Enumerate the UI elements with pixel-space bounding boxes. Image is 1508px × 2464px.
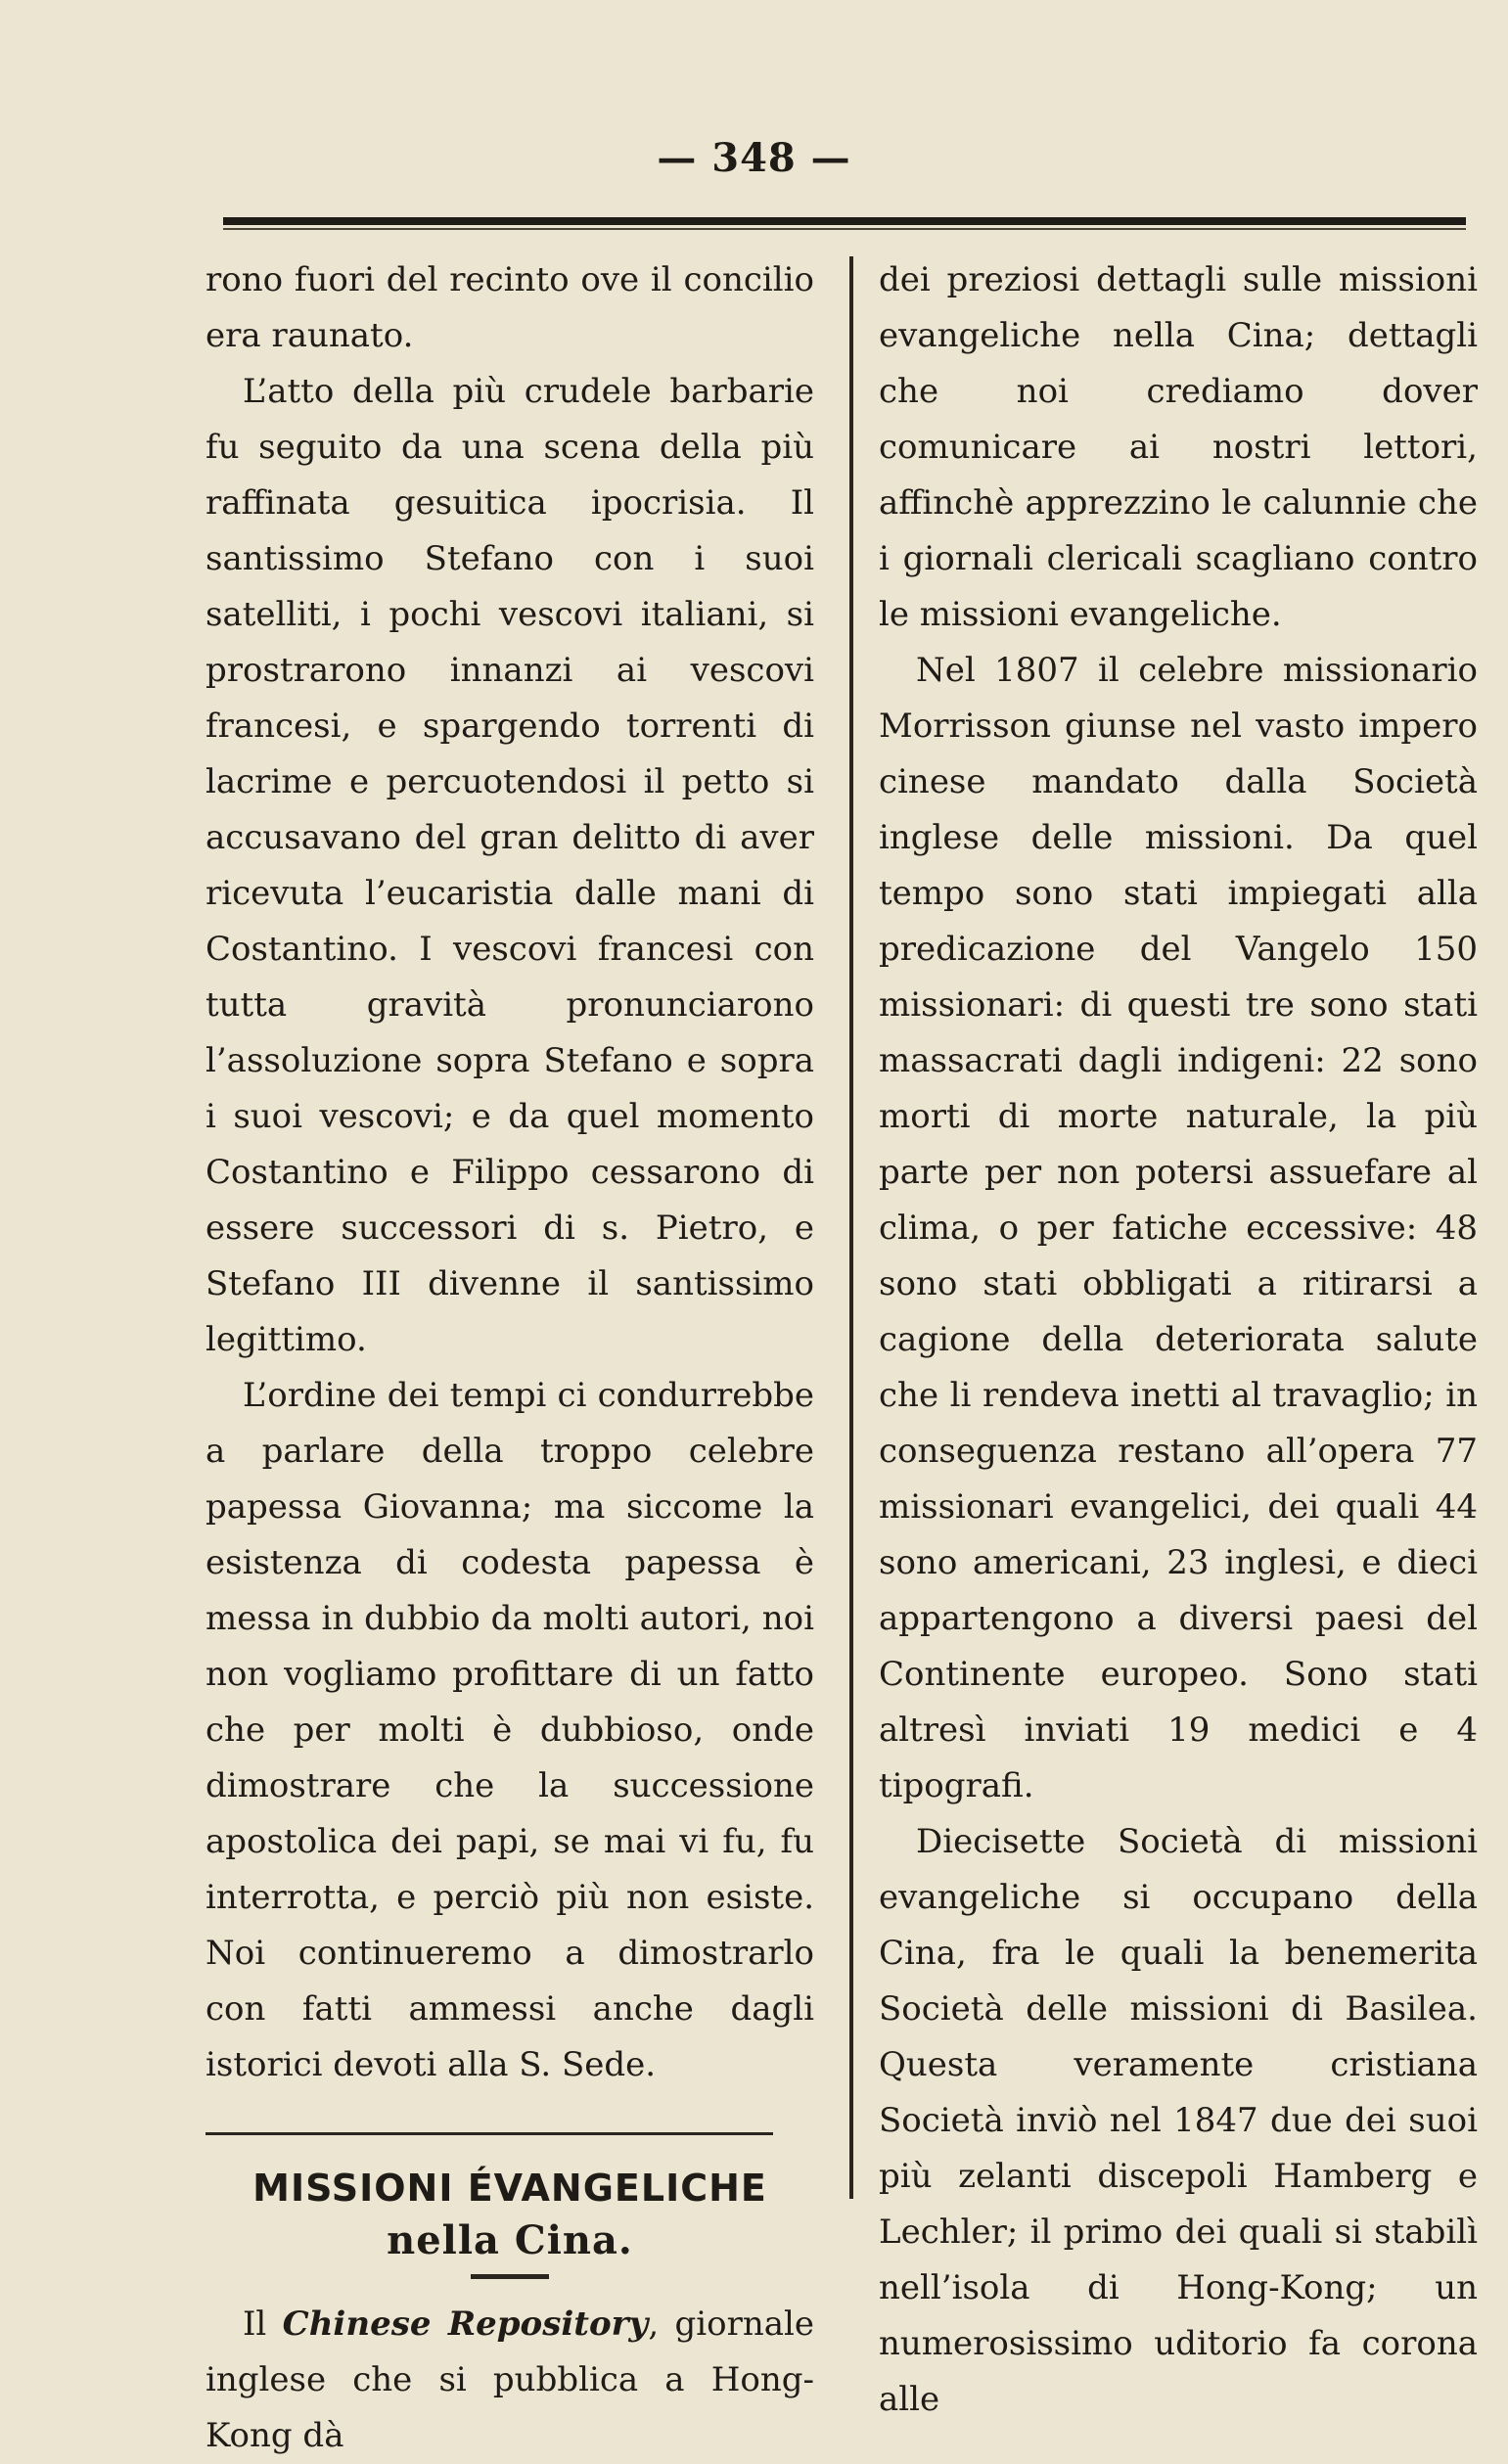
header-rule-thin: [223, 228, 1466, 230]
right-paragraph-1: dei preziosi dettagli sulle missioni evangeliche nella Cina; dettagli che noi crediamo dover comunicare ai nostri lettori, affinchè apprezzino le calunnie che i giornali clericali scagliano contro le missioni evangeliche.: [879, 260, 1478, 634]
right-paragraph-3: Diecisette Società di missioni evangeliche si occupano della Cina, fra le quali la benemerita Società delle missioni di Basilea. Questa veramente cristiana Società inviò nel 1847 due dei suoi più zelanti discepoli Hamberg e Lechler; il primo dei quali si stabilì nell’isola di Hong-Kong; un numerosissimo uditorio fa corona alle: [879, 1822, 1478, 2419]
section-divider: [206, 2132, 773, 2135]
left-column: [206, 252, 814, 2464]
section-short-rule: [471, 2274, 549, 2279]
page-number: — 348 —: [657, 135, 851, 181]
paragraph-4-start: Il: [243, 2304, 283, 2344]
section-subtitle: nella Cina.: [387, 2217, 633, 2263]
header-rule: [223, 217, 1466, 225]
left-paragraph-2: L’atto della più crudele barbarie fu seguito da una scena della più raffinata gesuitica ipocrisia. Il santissimo Stefano con i suoi satelliti, i pochi vescovi italiani, si prostrarono innanzi ai vescovi francesi, e spargendo torrenti di lacrime e percuotendosi il petto si accusavano del gran delitto di aver ricevuta l’eucaristia dalle mani di Costantino. I vescovi francesi con tutta gravità pronunciarono l’assoluzione sopra Stefano e sopra i suoi vescovi; e da quel momento Costantino e Filippo cessarono di essere successori di s. Pietro, e Stefano III divenne il santissimo legittimo.: [206, 372, 814, 1359]
left-paragraph-4: [206, 2297, 814, 2464]
column-divider: [849, 256, 853, 2199]
right-column: [879, 252, 1478, 2428]
section-title: MISSIONI ÉVANGELICHE: [252, 2167, 767, 2210]
journal-title: Chinese Repository: [282, 2304, 649, 2344]
right-paragraph-2: Nel 1807 il celebre missionario Morrisson giunse nel vasto impero cinese mandato dalla Società inglese delle missioni. Da quel tempo sono stati impiegati alla predicazione del Vangelo 150 missionari: di questi tre sono stati massacrati dagli indigeni: 22 sono morti di morte naturale, la più parte per non potersi assuefare al clima, o per fatiche eccessive: 48 sono stati obbligati a ritirarsi a cagione della deteriorata salute che li rendeva inetti al travaglio; in conseguenza restano all’opera 77 missionari evangelici, dei quali 44 sono americani, 23 inglesi, e dieci appartengono a diversi paesi del Continente europeo. Sono stati altresì inviati 19 medici e 4 tipografi.: [879, 651, 1478, 1805]
left-paragraph-3: L’ordine dei tempi ci condurrebbe a parlare della troppo celebre papessa Giovanna; ma siccome la esistenza di codesta papessa è messa in dubbio da molti autori, noi non vogliamo profittare di un fatto che per molti è dubbioso, onde dimostrare che la successione apostolica dei papi, se mai vi fu, fu interrotta, e perciò più non esiste. Noi continueremo a dimostrarlo con fatti ammessi anche dagli istorici devoti alla S. Sede.: [206, 1376, 814, 2084]
left-paragraph-1: rono fuori del recinto ove il concilio era raunato.: [206, 260, 814, 355]
paragraph-4-rest: , giornale inglese che si pubblica a Hong-Kong dà: [206, 2304, 814, 2455]
